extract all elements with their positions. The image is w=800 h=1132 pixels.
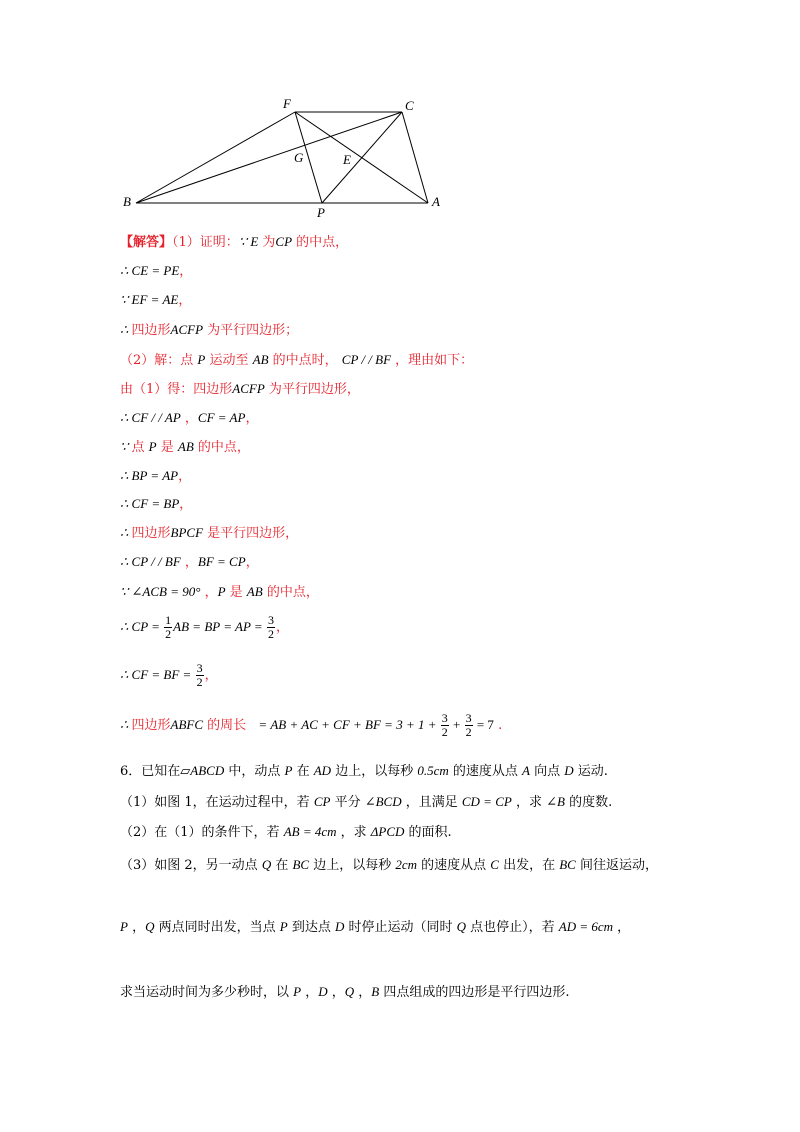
segment-CA (402, 112, 428, 203)
label-F: F (283, 96, 291, 111)
fraction: $\frac{3}{2}$ (196, 661, 203, 689)
solution-line-15: ∴ CF = BF = $\frac{3}{2}$ ， (120, 661, 218, 689)
solution-line-1: 【解答】（1）证明：∵ E 为CP 的中点， (120, 234, 349, 250)
fraction: $\frac{3}{2}$ (441, 711, 448, 739)
problem-6-part-3-question: 求当运动时间为多少秒时，以 P ，D ，Q ，B 四点组成的四边形是平行四边形. (120, 984, 570, 1000)
fraction: $\frac{3}{2}$ (465, 711, 472, 739)
solution-line-16: ∴ 四边形ABFC 的周长 = AB + AC + CF + BF = 3 + 1 + $\frac{3}{2}$ + $\frac{3}{2}$ = 7 . (120, 711, 503, 739)
segment-BF (136, 112, 295, 203)
problem-6-part-3-cont: P ，Q 两点同时出发，当点 P 到达点 D 时停止运动（同时 Q 点也停止），若 AD = 6cm ， (120, 919, 631, 935)
solution-line-8: ∵ 点 P 是 AB 的中点， (120, 439, 250, 455)
solution-line-3: ∵ EF = AE， (120, 292, 192, 308)
problem-6-part-3: （3）如图 2，另一动点 Q 在 BC 边上，以每秒 2cm 的速度从点 C 出发，在 BC 间往返运动， (120, 857, 658, 873)
label-E: E (343, 152, 351, 167)
solution-line-5: （2）解：点 P 运动至 AB 的中点时， CP / / BF ，理由如下： (120, 352, 474, 368)
problem-6-part-1: （1）如图 1，在运动过程中，若 CP 平分 ∠BCD ，且满足 CD = CP ，求 ∠B 的度数. (120, 794, 613, 810)
solution-line-7: ∴ CF / / AP ，CF = AP， (120, 410, 259, 426)
solution-line-2: ∴ CE = PE， (120, 263, 193, 279)
answer-tag: 【解答】 (120, 235, 173, 250)
problem-6-part-2: （2）在（1）的条件下，若 AB = 4cm ，求 ΔPCD 的面积. (120, 824, 452, 840)
solution-line-9: ∴ BP = AP， (120, 468, 192, 484)
fraction: $\frac{3}{2}$ (267, 613, 274, 641)
solution-line-10: ∴ CF = BP， (120, 496, 193, 512)
label-C: C (405, 98, 414, 113)
solution-line-14: ∴ CP = $\frac{1}{2}$ AB = BP = AP = $\frac{3}{2}$ ， (120, 613, 289, 641)
label-P: P (317, 205, 325, 220)
label-G: G (294, 150, 304, 165)
solution-line-11: ∴ 四边形BPCF 是平行四边形， (120, 525, 299, 541)
solution-line-4: ∴ 四边形ACFP 为平行四边形； (120, 322, 299, 338)
solution-line-6: 由（1）得：四边形ACFP 为平行四边形， (120, 381, 360, 397)
geometry-figure (118, 92, 448, 222)
solution-line-12: ∴ CP / / BF ，BF = CP， (120, 554, 259, 570)
label-A: A (432, 194, 440, 209)
fraction: $\frac{1}{2}$ (165, 613, 172, 641)
problem-6-line-1: 6．已知在▱ABCD 中，动点 P 在 AD 边上，以每秒 0.5cm 的速度从点 A 向点 D 运动. (120, 763, 608, 779)
label-B: B (123, 194, 131, 209)
solution-line-13: ∵ ∠ACB = 90° ，P 是 AB 的中点， (120, 584, 319, 600)
